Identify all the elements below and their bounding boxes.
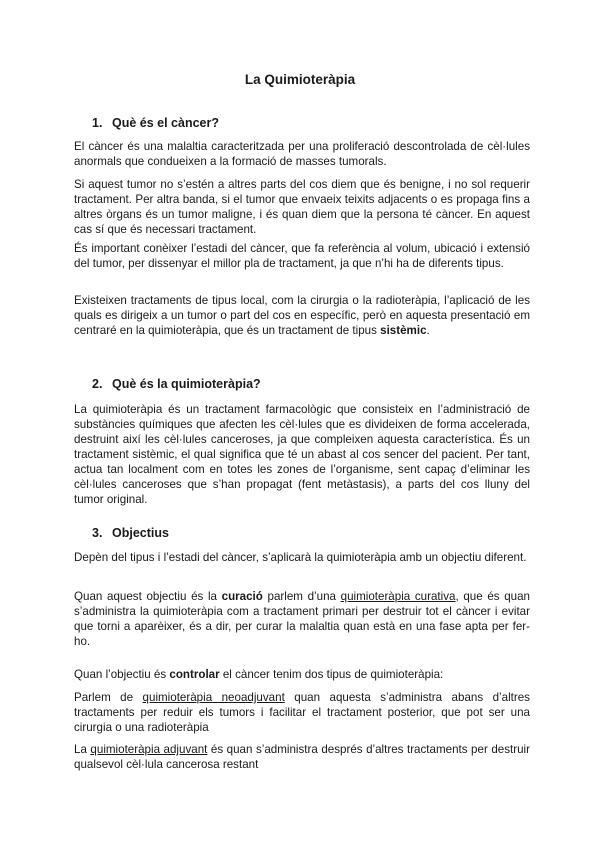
section-number: 2. [92,377,103,391]
text-run: Quan l’objectiu és [74,668,170,681]
text-run: . [426,324,430,337]
paragraph: La quimioteràpia és un tractament farmacològic que consisteix en l’administració de substàncies químiques que afecten les cèl·lules que es divideixen de forma accelerada, destruint així les cèl·lules canceroses, ja que compleixen aquesta característica. És un tractament sistèmic, el qual significa que té un abast al cos sencer del pacient. Per tant, actua tan localment com en totes les zones de l’organisme, sent capaç d’eliminar les cèl·lules canceroses que s’han propagat (fent metàstasis), a parts del cos lluny del tumor original. [74,403,530,506]
section-number: 1. [92,116,103,130]
section-title: Què és la quimioteràpia? [112,377,261,391]
paragraph [74,667,530,682]
paragraph [74,690,530,735]
section-number: 3. [92,526,103,540]
text-run: La [74,743,91,756]
bold-text: curació [221,590,263,603]
paragraph: El càncer és una malaltia caracteritzada per una proliferació descontrolada de cèl·lules anormals que condueixen a la formació de masses tumorals. [74,140,530,168]
text-run: , que és quan s’administra la quimioteràpia com a tractament primari per destruir tot el càncer i evitar que torni a aparèixer, és a dir, per curar la malaltia quan està en una fase apta per fer-ho. [74,590,531,648]
paragraph [74,742,530,772]
text-run: quan aquesta s’administra abans d’altres tractaments per reduir els tumors i facilitar el tractament posterior, que pot ser una cirurgia o una radioteràpia [74,691,530,734]
paragraph [74,589,530,649]
text-run: Parlem de [74,691,143,704]
underlined-term: quimioteràpia neoadjuvant [142,691,285,704]
underlined-term: quimioteràpia adjuvant [90,743,208,756]
section-heading-2 [92,377,261,391]
paragraph: És important conèixer l’estadi del càncer, que fa referència al volum, ubicació i extensió del tumor, per dissenyar el millor pla de tractament, ja que n’hi ha de diferents tipus. [74,242,530,270]
text-run: Existeixen tractaments de tipus local, com la cirurgia o la radioteràpia, l’aplicació de les quals es dirigeix a un tumor o part del cos en específic, però en aquesta presentació em centraré en la quimioteràpia, que és un tractament de tipus [74,294,530,337]
bold-text: controlar [169,668,220,681]
text-run: és quan s’administra després d’altres tractaments per destruir qualsevol cèl·lula cancerosa restant [74,743,530,771]
section-heading-3 [92,526,169,540]
text-run: el càncer tenim dos tipus de quimioteràpia: [219,668,444,681]
bold-text: sistèmic [380,324,427,337]
paragraph: Si aquest tumor no s’estén a altres parts del cos diem que és benigne, i no sol requerir tractament. Per altra banda, si el tumor que envaeix teixits adjacents o es propaga fins a altres òrgans és un tumor maligne, i és quan diem que la persona té càncer. En aquest cas sí que és necessari tractament. [74,178,530,236]
text-run: parlem d’una [262,590,341,603]
page-title: La Quimioteràpia [244,72,356,87]
section-title: Objectius [112,526,169,540]
paragraph: Depèn del tipus i l’estadi del càncer, s’aplicarà la quimioteràpia amb un objectiu diferent. [74,551,527,564]
section-heading-1 [92,116,219,130]
text-run: Quan aquest objectiu és la [74,590,222,603]
section-title: Què és el càncer? [112,116,220,130]
underlined-term: quimioteràpia curativa [340,590,456,603]
paragraph [74,293,530,338]
